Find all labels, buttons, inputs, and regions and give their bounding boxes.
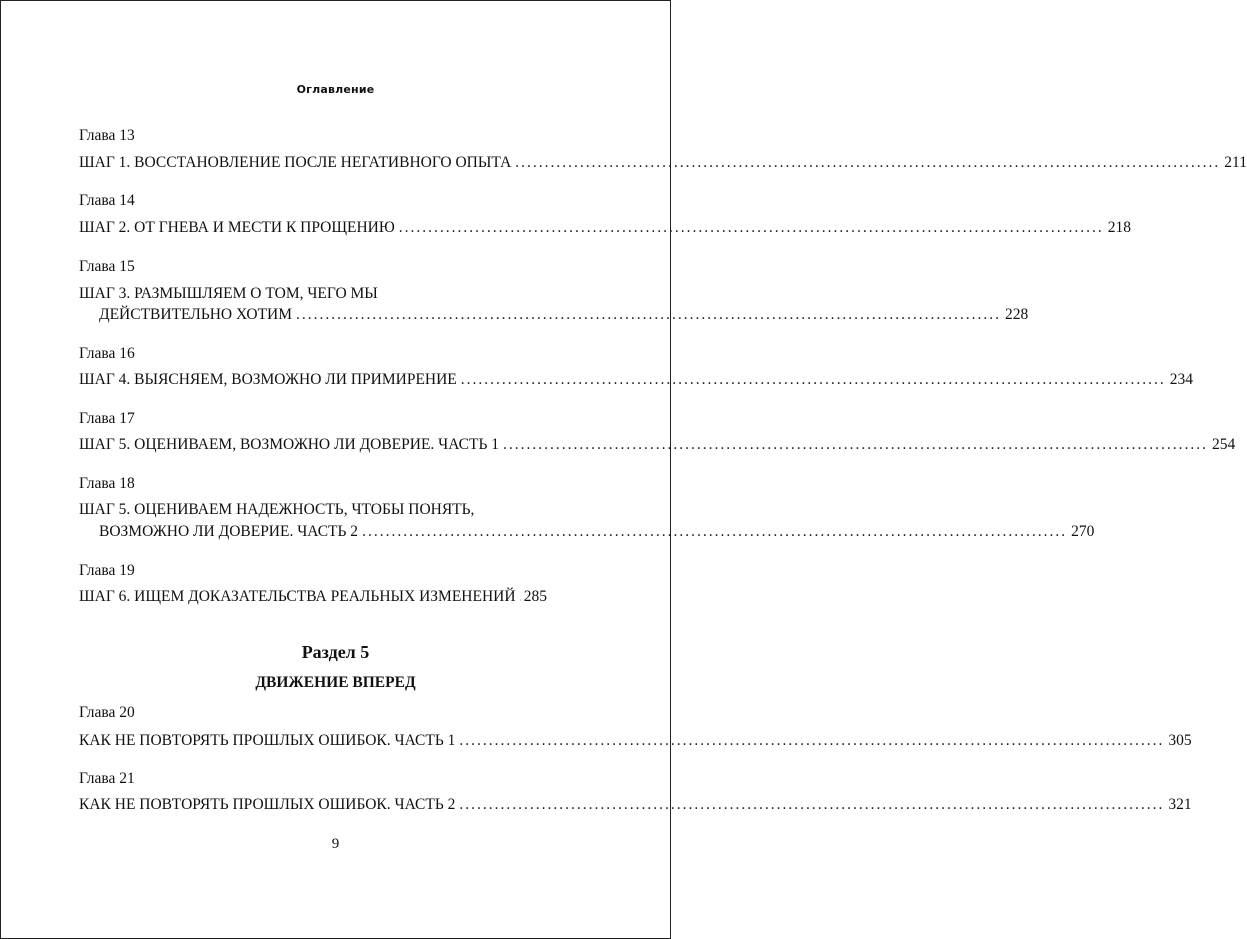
toc-entry	[79, 501, 474, 519]
entry-title: ШАГ 6. ИЩЕМ ДОКАЗАТЕЛЬСТВА РЕАЛЬНЫХ ИЗМЕНЕНИЙ	[79, 588, 516, 605]
entry-page-number: 305	[1168, 732, 1192, 749]
entry-page-number: 228	[1005, 306, 1029, 323]
dot-leader: ........................................................................................................................	[515, 154, 1221, 171]
entry-page-number: 285	[523, 588, 547, 605]
toc-entry	[79, 796, 1192, 814]
dot-leader: ........................................................................................................................	[460, 371, 1166, 388]
running-header: Оглавление	[296, 83, 375, 96]
dot-leader: ........................................................................................................................	[296, 306, 1002, 323]
page-number: 9	[331, 836, 340, 852]
section-title: Раздел 5	[301, 642, 370, 662]
entry-title: ШАГ 5. ОЦЕНИВАЕМ НАДЕЖНОСТЬ, ЧТОБЫ ПОНЯТЬ,	[79, 501, 475, 518]
chapter-label: Глава 19	[79, 562, 135, 579]
entry-title: КАК НЕ ПОВТОРЯТЬ ПРОШЛЫХ ОШИБОК. ЧАСТЬ 2	[79, 796, 456, 813]
entry-page-number: 211	[1224, 154, 1247, 171]
toc-entry	[79, 371, 1194, 389]
chapter-label: Глава 18	[79, 475, 135, 492]
entry-title: ШАГ 1. ВОССТАНОВЛЕНИЕ ПОСЛЕ НЕГАТИВНОГО ОПЫТА	[79, 154, 512, 171]
entry-title: ШАГ 3. РАЗМЫШЛЯЕМ О ТОМ, ЧЕГО МЫ	[79, 285, 378, 302]
entry-page-number: 218	[1107, 219, 1132, 236]
toc-entry	[79, 436, 1236, 454]
toc-entry	[79, 154, 1247, 172]
chapter-label: Глава 14	[79, 192, 135, 209]
chapter-label: Глава 15	[79, 258, 135, 275]
entry-title: ДЕЙСТВИТЕЛЬНО ХОТИМ	[99, 306, 293, 323]
entry-title: ШАГ 4. ВЫЯСНЯЕМ, ВОЗМОЖНО ЛИ ПРИМИРЕНИЕ	[79, 371, 457, 388]
entry-page-number: 321	[1168, 796, 1192, 813]
entry-title: ВОЗМОЖНО ЛИ ДОВЕРИЕ. ЧАСТЬ 2	[99, 523, 359, 540]
entry-page-number: 270	[1071, 523, 1095, 540]
entry-page-number: 234	[1169, 371, 1194, 388]
toc-entry	[79, 732, 1192, 750]
dot-leader: ........................................................................................................................	[459, 796, 1165, 813]
entry-title: КАК НЕ ПОВТОРЯТЬ ПРОШЛЫХ ОШИБОК. ЧАСТЬ 1	[79, 732, 456, 749]
toc-entry	[99, 523, 1095, 541]
dot-leader: ........................................................................................................................	[362, 523, 1068, 540]
entry-page-number: 254	[1212, 436, 1236, 453]
chapter-label: Глава 13	[79, 127, 135, 144]
chapter-label: Глава 21	[79, 770, 135, 787]
toc-entry	[99, 306, 1029, 324]
entry-title: ШАГ 2. ОТ ГНЕВА И МЕСТИ К ПРОЩЕНИЮ	[79, 219, 395, 236]
toc-entry	[79, 219, 1132, 237]
dot-leader: ........................................................................................................................	[503, 436, 1209, 453]
entry-title: ШАГ 5. ОЦЕНИВАЕМ, ВОЗМОЖНО ЛИ ДОВЕРИЕ. ЧАСТЬ 1	[79, 436, 500, 453]
section-subtitle: ДВИЖЕНИЕ ВПЕРЕД	[255, 674, 416, 691]
dot-leader: ........................................................................................................................	[459, 732, 1165, 749]
chapter-label: Глава 20	[79, 704, 135, 721]
toc-entry	[79, 285, 378, 303]
chapter-label: Глава 16	[79, 345, 135, 362]
chapter-label: Глава 17	[79, 410, 135, 427]
dot-leader: ........................................................................................................................	[398, 219, 1104, 236]
toc-entry	[79, 588, 547, 606]
